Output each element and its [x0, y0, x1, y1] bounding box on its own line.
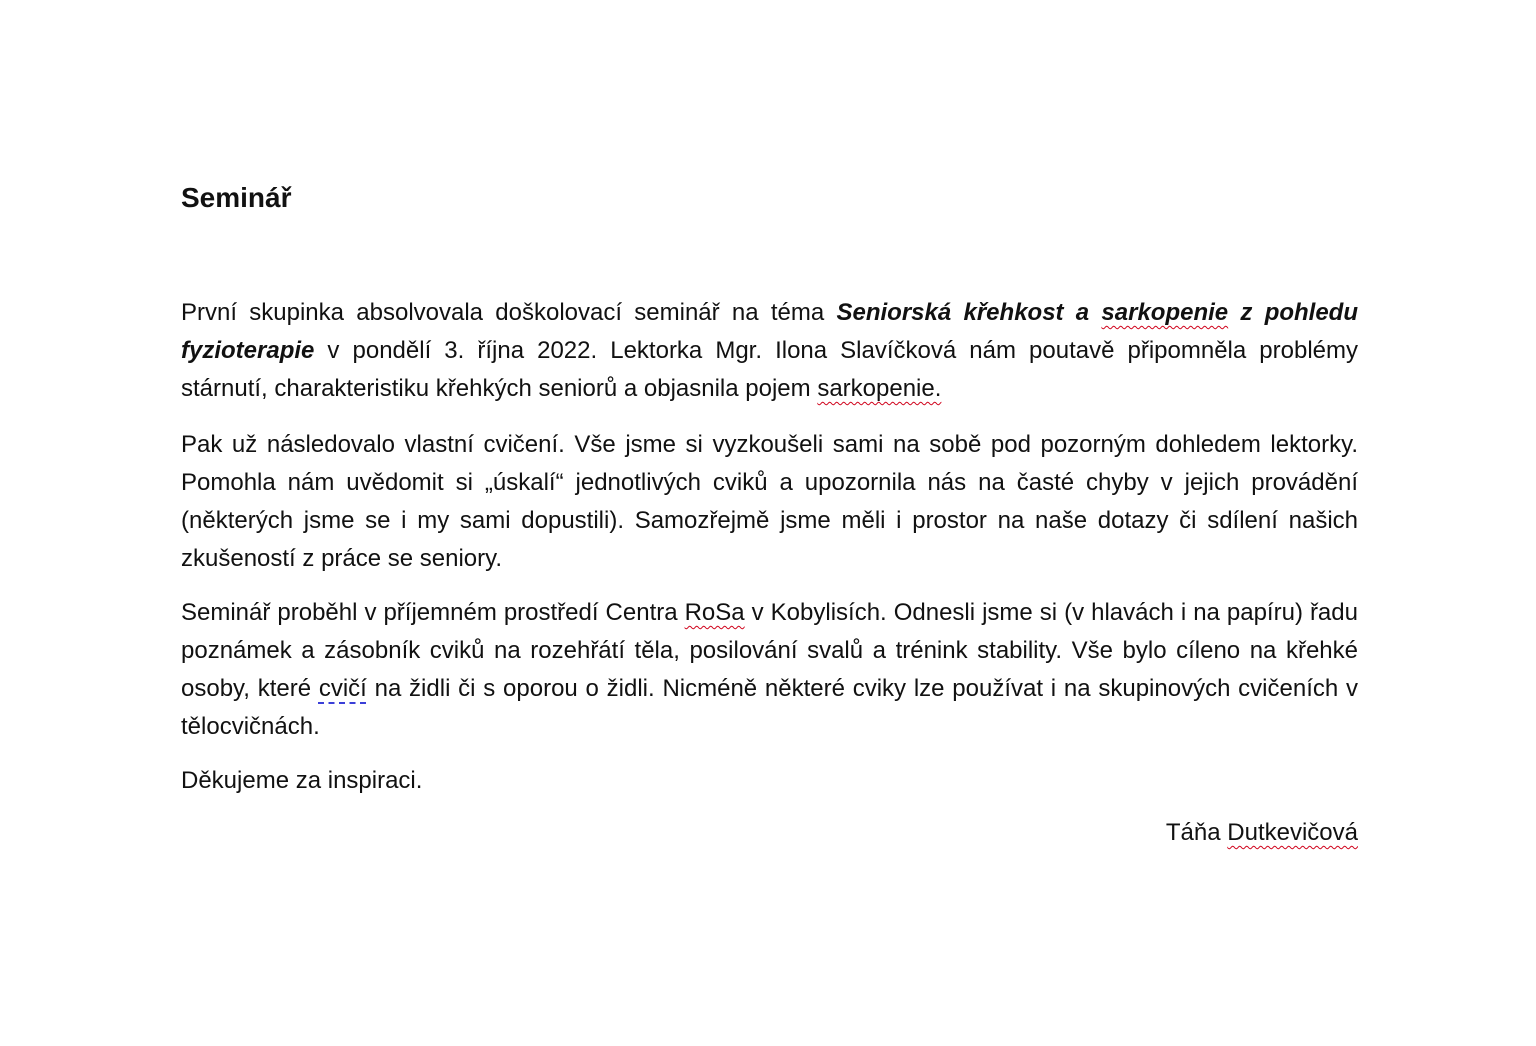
signature [181, 814, 1358, 852]
paragraph-exercise: Pak už následovalo vlastní cvičení. Vše jsme si vyzkoušeli sami na sobě pod pozorným dohledem lektorky. Pomohla nám uvědomit si „úskalí“ jednotlivých cviků a upozornila nás na časté chyby v jejich provádění (některých jsme se i my sami dopustili). Samozřejmě jsme měli i prostor na naše dotazy či sdílení našich zkušeností z práce se seniory. [181, 431, 1358, 572]
grammar-check-word-cvici: cvičí [318, 675, 367, 702]
paragraph-intro [181, 294, 1358, 408]
seminar-topic-bold-b: z pohledu fyzioterapie [181, 299, 1359, 364]
paragraph-venue [181, 594, 1358, 746]
spellcheck-word-sarkopenie: sarkopenie. [817, 375, 942, 402]
signature-first-name: Táňa [1165, 819, 1228, 846]
seminar-topic-bold-a: Seniorská křehkost a [836, 299, 1102, 326]
paragraph-venue-text-c: na židli či s oporou o židli. Nicméně některé cviky lze používat i na skupinových cvičeních v tělocvičnách. [181, 675, 1358, 740]
paragraph-intro-text-a: První skupinka absolvovala doškolovací seminář na téma [181, 299, 837, 326]
paragraph-venue-text-a: Seminář proběhl v příjemném prostředí Centra [181, 599, 685, 626]
signature-last-name: Dutkevičová [1227, 819, 1358, 846]
paragraph-thanks: Děkujeme za inspiraci. [181, 767, 423, 794]
document-title: Seminář [181, 182, 292, 213]
document-page [181, 178, 1358, 852]
seminar-topic-spellcheck-word: sarkopenie [1101, 299, 1229, 326]
spellcheck-word-rosa: RoSa [684, 599, 745, 626]
paragraph-venue-text-b: v Kobylisích. Odnesli jsme si (v hlavách i na papíru) řadu poznámek a zásobník cviků na rozehřátí těla, posilování svalů a trénink stability. Vše bylo cíleno na křehké osoby, které [181, 599, 1358, 702]
paragraph-intro-text-b: v pondělí 3. října 2022. Lektorka Mgr. Ilona Slavíčková nám poutavě připomněla problémy stárnutí, charakteristiku křehkých seniorů a objasnila pojem [181, 337, 1358, 402]
